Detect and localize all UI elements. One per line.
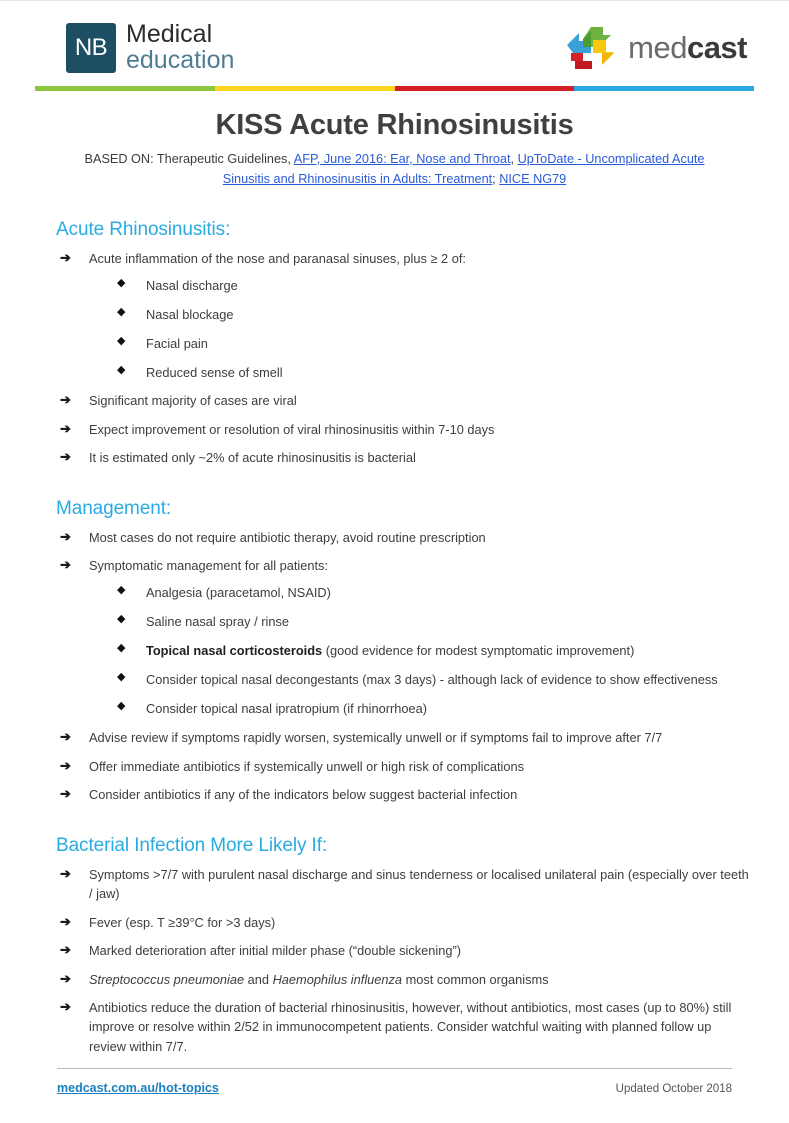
- document-content: [0, 219, 789, 1056]
- list-item: [60, 556, 749, 718]
- list-item-text: It is estimated only ~2% of acute rhinosinusitis is bacterial: [89, 450, 416, 466]
- arrow-bullet-icon: ➔: [60, 786, 71, 802]
- list-item: [60, 970, 749, 989]
- nb-logo-mark: [66, 23, 116, 73]
- list-item-text: Consider antibiotics if any of the indicators below suggest bacterial infection: [89, 787, 518, 803]
- footer-website-link[interactable]: medcast.com.au/hot-topics: [57, 1081, 219, 1095]
- arrow-bullet-icon: ➔: [60, 913, 71, 929]
- nb-medical-education-logo: [66, 21, 234, 75]
- list-item: [117, 670, 749, 689]
- list-item: [60, 757, 749, 776]
- arrow-bullet-icon: ➔: [60, 528, 71, 544]
- rule-segment-blue: [574, 86, 754, 91]
- list-item-text: Symptoms >7/7 with purulent nasal discharge and sinus tenderness or localised unilateral pain (especially over teeth / jaw): [89, 866, 749, 902]
- list-item-text: Facial pain: [146, 335, 208, 351]
- list-item: [60, 785, 749, 804]
- nb-logo-wordmark: [126, 21, 234, 75]
- list-item-text: Marked deterioration after initial milder phase (“double sickening”): [89, 943, 461, 959]
- list-item: [117, 583, 749, 602]
- list-item-text: Most cases do not require antibiotic therapy, avoid routine prescription: [89, 529, 486, 545]
- arrow-bullet-icon: ➔: [60, 729, 71, 745]
- list-item: [117, 641, 749, 660]
- based-on-line: [70, 149, 720, 189]
- page-title: KISS Acute Rhinosinusitis: [215, 109, 574, 141]
- section-list-bacterial-infection: [50, 865, 749, 1057]
- source-link-nice[interactable]: NICE NG79: [499, 172, 567, 187]
- diamond-bullet-icon: ◆: [117, 364, 126, 377]
- list-item: [60, 420, 749, 439]
- diamond-bullet-icon: ◆: [117, 641, 126, 654]
- list-item-text: Antibiotics reduce the duration of bacterial rhinosinusitis, however, without antibiotics, most cases (up to 80%) still improve or resolve within 2/52 in immunocompetent patients. Consider watchful waiting with planned follow up review within 7/7.: [89, 999, 732, 1054]
- list-item: [60, 249, 749, 382]
- rule-segment-red: [395, 86, 575, 91]
- list-item-text: most common organisms: [402, 971, 549, 987]
- diamond-bullet-icon: ◆: [117, 334, 126, 347]
- diamond-bullet-icon: ◆: [117, 305, 126, 318]
- arrow-bullet-icon: ➔: [60, 865, 71, 881]
- medcast-pinwheel-icon: [563, 22, 619, 74]
- list-item: [117, 699, 749, 718]
- source-separator-2: ;: [492, 172, 500, 187]
- list-item-text: Nasal discharge: [146, 277, 238, 293]
- arrow-bullet-icon: ➔: [60, 250, 71, 266]
- list-item: [60, 528, 749, 547]
- list-item: [60, 998, 749, 1056]
- diamond-bullet-icon: ◆: [117, 700, 126, 713]
- list-item: [60, 391, 749, 410]
- sub-list-symptoms: [89, 276, 749, 383]
- arrow-bullet-icon: ➔: [60, 557, 71, 573]
- diamond-bullet-icon: ◆: [117, 612, 126, 625]
- page-header: [0, 1, 789, 73]
- list-item: [117, 276, 749, 295]
- list-item-text: Analgesia (paracetamol, NSAID): [146, 584, 331, 600]
- list-item-text: Nasal blockage: [146, 306, 234, 322]
- diamond-bullet-icon: ◆: [117, 276, 126, 289]
- medcast-word-med: med: [628, 30, 687, 65]
- list-item: [60, 941, 749, 960]
- list-item: [117, 305, 749, 324]
- based-on-prefix: BASED ON: Therapeutic Guidelines,: [84, 152, 294, 166]
- list-item-emphasis: Topical nasal corticosteroids: [146, 642, 323, 658]
- list-item-text: (good evidence for modest symptomatic improvement): [322, 642, 635, 658]
- source-link-afp[interactable]: AFP, June 2016: Ear, Nose and Throat: [293, 152, 511, 166]
- organism-name-streptococcus: Streptococcus pneumoniae: [89, 971, 245, 987]
- arrow-bullet-icon: ➔: [60, 449, 71, 465]
- list-item: [117, 334, 749, 353]
- arrow-bullet-icon: ➔: [60, 942, 71, 958]
- medcast-word-cast: cast: [686, 30, 747, 65]
- sub-list-symptomatic-management: [89, 583, 749, 719]
- list-item: [60, 448, 749, 467]
- list-item-text: Significant majority of cases are viral: [89, 393, 297, 409]
- nb-logo-word-education: education: [126, 46, 235, 74]
- section-list-acute-rhinosinusitis: [50, 249, 749, 468]
- arrow-bullet-icon: ➔: [60, 757, 71, 773]
- list-item-text: Consider topical nasal ipratropium (if rhinorrhoea): [146, 701, 427, 717]
- rule-segment-yellow: [215, 86, 395, 91]
- diamond-bullet-icon: ◆: [117, 671, 126, 684]
- arrow-bullet-icon: ➔: [60, 392, 71, 408]
- footer-divider: [57, 1068, 732, 1069]
- list-item-text: Advise review if symptoms rapidly worsen, systemically unwell or if symptoms fail to improve after 7/7: [89, 730, 663, 746]
- medcast-wordmark: [628, 30, 747, 66]
- diamond-bullet-icon: ◆: [117, 583, 126, 596]
- arrow-bullet-icon: ➔: [60, 970, 71, 986]
- nb-logo-mark-text: NB: [74, 34, 108, 61]
- source-separator-1: ,: [510, 152, 518, 166]
- list-item: [60, 865, 749, 904]
- section-list-management: [50, 528, 749, 805]
- list-item-text: Consider topical nasal decongestants (max 3 days) - although lack of evidence to show effectiveness: [146, 672, 718, 688]
- section-heading-acute-rhinosinusitis: Acute Rhinosinusitis:: [56, 219, 231, 241]
- list-item-conjunction: and: [244, 971, 273, 987]
- rule-segment-green: [35, 86, 215, 91]
- header-color-rule: [35, 86, 754, 91]
- arrow-bullet-icon: ➔: [60, 420, 71, 436]
- arrow-bullet-icon: ➔: [60, 998, 71, 1014]
- list-item-text: Fever (esp. T ≥39°C for >3 days): [89, 914, 276, 930]
- list-item: [117, 612, 749, 631]
- list-item: [60, 913, 749, 932]
- section-heading-bacterial-infection: Bacterial Infection More Likely If:: [56, 834, 328, 856]
- list-item-text: Acute inflammation of the nose and paranasal sinuses, plus ≥ 2 of:: [89, 251, 466, 267]
- source-link-uptodate[interactable]: UpToDate - Uncomplicated Acute Sinusitis and Rhinosinusitis in Adults: Treatment: [222, 152, 705, 187]
- list-item: [60, 728, 749, 747]
- list-item-text: Reduced sense of smell: [146, 365, 283, 381]
- footer-row: [57, 1081, 732, 1095]
- section-heading-management: Management:: [56, 497, 172, 519]
- organism-name-haemophilus: Haemophilus influenza: [272, 971, 403, 987]
- list-item-text: Saline nasal spray / rinse: [146, 613, 289, 629]
- list-item-text: Offer immediate antibiotics if systemically unwell or high risk of complications: [89, 758, 525, 774]
- footer-updated-date: Updated October 2018: [615, 1083, 732, 1095]
- page-footer: [57, 1068, 732, 1095]
- list-item-text: Symptomatic management for all patients:: [89, 558, 328, 574]
- nb-logo-word-medical: Medical: [126, 20, 213, 48]
- list-item-text: Expect improvement or resolution of viral rhinosinusitis within 7-10 days: [89, 421, 495, 437]
- list-item: [117, 363, 749, 382]
- medcast-logo: [563, 22, 747, 74]
